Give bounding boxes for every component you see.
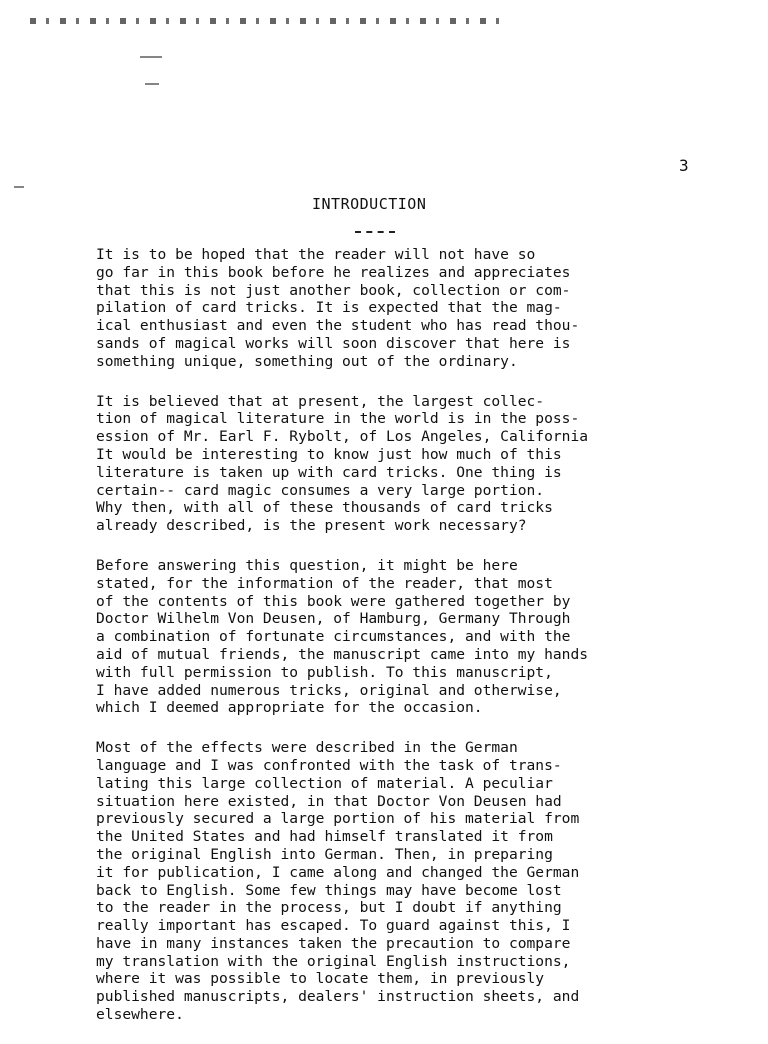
scan-noise-top <box>30 18 500 24</box>
paragraph: Most of the effects were described in the German language and I was confronted with the task of trans- lating this large collection of material. A peculiar situation here existed, in that Doctor Von Deusen had previously secured a large portion of his material from the United States and had himself translated it from the original English into German. Then, in preparing it for publication, I came along and changed the German back to English. Some few things may have become lost to the reader in the process, but I doubt if anything really important has escaped. To guard against this, I have in many instances taken the precaution to compare my translation with the original English instructions, where it was possible to locate them, in previously published manuscripts, dealers' instruction sheets, and elsewhere. <box>96 739 580 1024</box>
scan-noise-mark <box>14 186 24 188</box>
paragraph: Before answering this question, it might be here stated, for the information of the reader, that most of the contents of this book were gathered together by Doctor Wilhelm Von Deusen, of Hamburg, Germany Through a combination of fortunate circumstances, and with the aid of mutual friends, the manuscript came into my hands with full permission to publish. To this manuscript, I have added numerous tricks, original and otherwise, which I deemed appropriate for the occasion. <box>96 556 589 717</box>
paragraph: It is to be hoped that the reader will not have so go far in this book before he realizes and appreciates that this is not just another book, collection or com- pilation of card tricks. It is expected that the mag- ical enthusiast and even the student who has read thou- sands of magical works will soon discover that here is something unique, something out of the ordinary. <box>96 246 580 370</box>
body-text <box>96 246 764 1044</box>
paragraph: It is believed that at present, the largest collec- tion of magical literature in the world is in the poss- ession of Mr. Earl F. Rybolt, of Los Angeles, California It would be interesting to know just how much of this literature is taken up with card tricks. One thing is certain-- card magic consumes a very large portion. Why then, with all of these thousands of card tricks already described, is the present work necessary? <box>96 392 589 535</box>
page-title: INTRODUCTION <box>312 195 427 213</box>
scan-noise-mark <box>140 56 162 58</box>
scan-noise-mark <box>145 83 159 85</box>
title-underline <box>355 231 395 233</box>
page-number: 3 <box>679 156 689 175</box>
